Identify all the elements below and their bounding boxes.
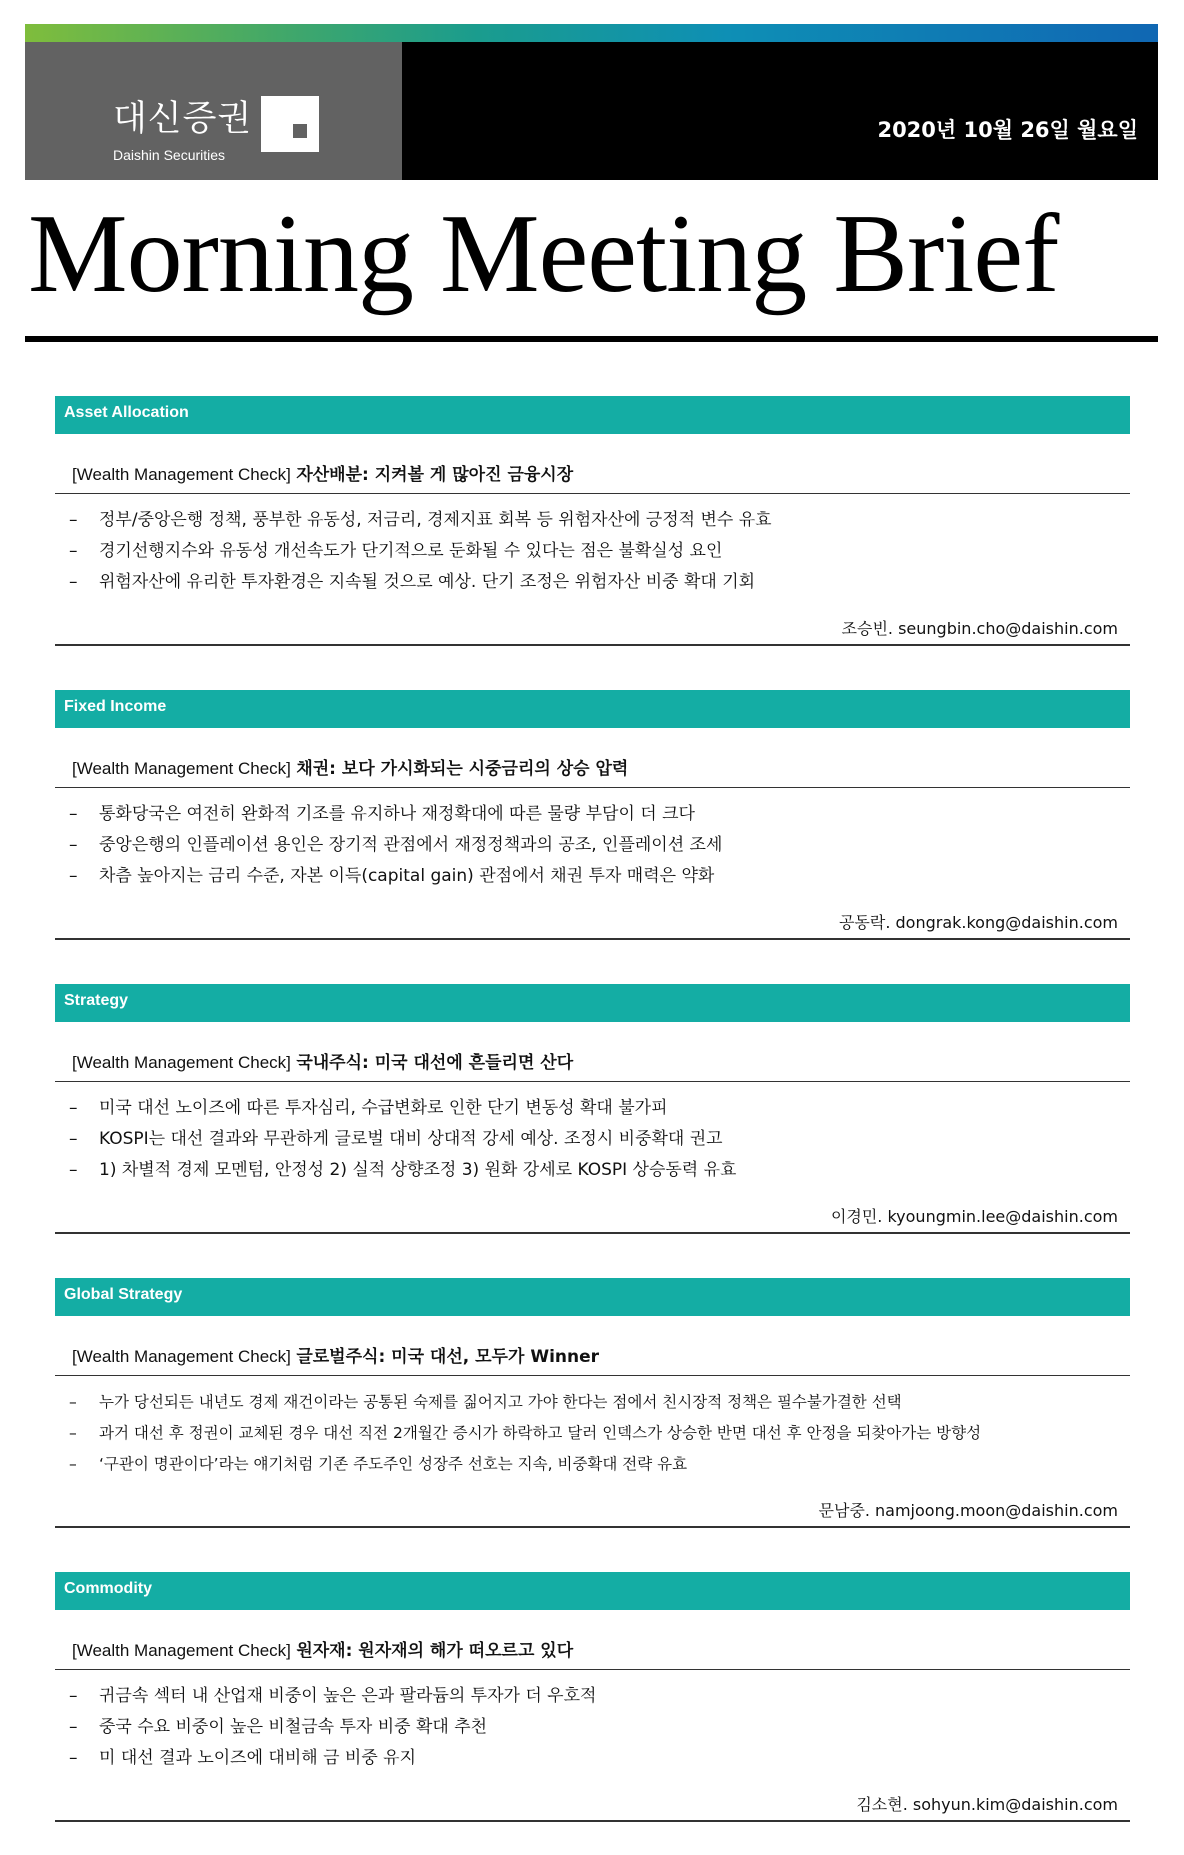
headline-divider (55, 1375, 1130, 1376)
headline-divider (55, 1081, 1130, 1082)
daishin-logo-icon (261, 96, 319, 152)
list-item: – 미국 대선 노이즈에 따른 투자심리, 수급변화로 인한 단기 변동성 확대 불가피 (69, 1098, 668, 1118)
headline-divider (55, 493, 1130, 494)
logo-english-text: Daishin Securities (113, 147, 226, 163)
headline-tag: [Wealth Management Check] (72, 1641, 291, 1660)
list-item: – 중앙은행의 인플레이션 용인은 장기적 관점에서 재정정책과의 공조, 인플레이션 조세 (69, 835, 723, 855)
author-contact[interactable]: 이경민. kyoungmin.lee@daishin.com (830, 1207, 1118, 1226)
section-divider (55, 1232, 1130, 1234)
gradient-bar (25, 24, 1158, 42)
section-header-bar (55, 690, 1130, 728)
list-item: – 정부/중앙은행 정책, 풍부한 유동성, 저금리, 경제지표 회복 등 위험자산에 긍정적 변수 유효 (69, 510, 772, 530)
headline-text: 국내주식: 미국 대선에 흔들리면 산다 (296, 1053, 574, 1073)
section-label: Strategy (64, 992, 129, 1009)
headline-tag: [Wealth Management Check] (72, 1053, 291, 1072)
headline-text: 채권: 보다 가시화되는 시중금리의 상승 압력 (296, 759, 629, 779)
list-item: – 위험자산에 유리한 투자환경은 지속될 것으로 예상. 단기 조정은 위험자산 비중 확대 기회 (69, 572, 756, 592)
list-item: – 미 대선 결과 노이즈에 대비해 금 비중 유지 (69, 1748, 417, 1768)
list-item: – 통화당국은 여전히 완화적 기조를 유지하나 재정확대에 따른 물량 부담이 더 크다 (69, 804, 695, 824)
headline-divider (55, 787, 1130, 788)
list-item: – 1) 차별적 경제 모멘텀, 안정성 2) 실적 상향조정 3) 원화 강세로 KOSPI 상승동력 유효 (69, 1160, 737, 1180)
list-item: – 누가 당선되든 내년도 경제 재건이라는 공통된 숙제를 짊어지고 가야 한다는 점에서 친시장적 정책은 필수불가결한 선택 (69, 1393, 902, 1411)
list-item: – ‘구관이 명관이다’라는 얘기처럼 기존 주도주인 성장주 선호는 지속, 비중확대 전략 유효 (69, 1455, 688, 1473)
section-headline (72, 1642, 573, 1660)
headline-tag: [Wealth Management Check] (72, 465, 291, 484)
author-contact[interactable]: 문남중. namjoong.moon@daishin.com (818, 1501, 1118, 1520)
section-headline (72, 760, 628, 778)
issue-date: 2020년 10월 26일 월요일 (877, 118, 1138, 142)
section-label: Asset Allocation (64, 404, 189, 421)
headline-tag: [Wealth Management Check] (72, 1347, 291, 1366)
bullet-list (69, 1387, 981, 1480)
section-divider (55, 1526, 1130, 1528)
section-divider (55, 644, 1130, 646)
bullet-list (69, 1681, 596, 1774)
title-divider (25, 336, 1158, 342)
headline-text: 글로벌주식: 미국 대선, 모두가 Winner (296, 1347, 600, 1367)
section-headline (72, 1348, 599, 1366)
list-item: – 차츰 높아지는 금리 수준, 자본 이득(capital gain) 관점에서 채권 투자 매력은 약화 (69, 866, 715, 886)
author-contact[interactable]: 공동락. dongrak.kong@daishin.com (838, 913, 1118, 932)
section-global-strategy (55, 1278, 1130, 1526)
section-divider (55, 938, 1130, 940)
section-header-bar (55, 1278, 1130, 1316)
section-commodity (55, 1572, 1130, 1820)
list-item: – 과거 대선 후 정권이 교체된 경우 대선 직전 2개월간 증시가 하락하고 달러 인덱스가 상승한 반면 대선 후 안정을 되찾아가는 방향성 (69, 1424, 982, 1442)
section-header-bar (55, 1572, 1130, 1610)
list-item: – KOSPI는 대선 결과와 무관하게 글로벌 대비 상대적 강세 예상. 조정시 비중확대 권고 (69, 1129, 723, 1149)
list-item: – 귀금속 섹터 내 산업재 비중이 높은 은과 팔라듐의 투자가 더 우호적 (69, 1686, 597, 1706)
bullet-list (69, 505, 772, 598)
section-strategy (55, 984, 1130, 1232)
section-header-bar (55, 984, 1130, 1022)
list-item: – 경기선행지수와 유동성 개선속도가 단기적으로 둔화될 수 있다는 점은 불확실성 요인 (69, 541, 723, 561)
headline-text: 원자재: 원자재의 해가 떠오르고 있다 (296, 1641, 574, 1661)
section-headline (72, 1054, 573, 1072)
section-header-bar (55, 396, 1130, 434)
logo-panel (25, 42, 402, 180)
logo-korean-text: 대신증권 (113, 99, 253, 139)
section-divider (55, 1820, 1130, 1822)
section-asset-allocation (55, 396, 1130, 644)
headline-text: 자산배분: 지켜볼 게 많아진 금융시장 (296, 465, 574, 485)
section-label: Fixed Income (64, 698, 167, 715)
section-label: Commodity (64, 1580, 152, 1597)
headline-tag: [Wealth Management Check] (72, 759, 291, 778)
section-label: Global Strategy (64, 1286, 183, 1303)
page-title: Morning Meeting Brief (28, 192, 1059, 316)
author-contact[interactable]: 김소현. sohyun.kim@daishin.com (856, 1795, 1118, 1814)
headline-divider (55, 1669, 1130, 1670)
list-item: – 중국 수요 비중이 높은 비철금속 투자 비중 확대 추천 (69, 1717, 488, 1737)
author-contact[interactable]: 조승빈. seungbin.cho@daishin.com (841, 619, 1118, 638)
bullet-list (69, 1093, 736, 1186)
bullet-list (69, 799, 722, 892)
section-fixed-income (55, 690, 1130, 938)
section-headline (72, 466, 573, 484)
header-band (402, 42, 1158, 180)
masthead (25, 24, 1158, 180)
